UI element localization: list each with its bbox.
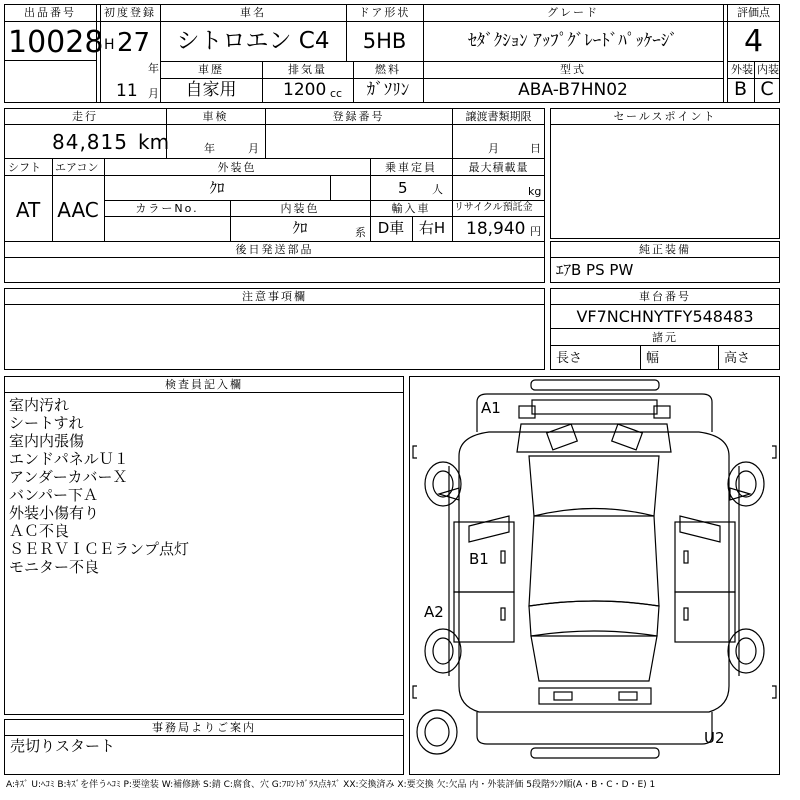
- import-label: 輸入車: [391, 202, 431, 215]
- ext-grade-label: 外装: [731, 63, 753, 76]
- damage-mark-b1: B1: [469, 550, 489, 568]
- first-reg-month-unit: 月: [148, 87, 159, 100]
- transfer-label: 譲渡書類期限: [465, 110, 532, 123]
- recycle-label: リサイクル預託金: [454, 202, 533, 213]
- inspector-line: ＡＣ不良: [9, 522, 70, 540]
- recycle-unit: 円: [530, 225, 541, 238]
- car-name-value: シトロエン C4: [176, 28, 330, 54]
- recycle-value: 18,940: [466, 219, 526, 239]
- displacement-unit: cc: [330, 87, 343, 100]
- inspector-line: バンパー下Ａ: [9, 486, 98, 504]
- office-value: 売切りスタート: [10, 737, 116, 755]
- genuine-equipment-value: ｴｱB PS PW: [556, 261, 634, 279]
- grade-label: グレード: [547, 6, 599, 19]
- max-load-label: 最大積載量: [468, 161, 529, 174]
- inspector-line: アンダーカバーＸ: [9, 468, 128, 486]
- first-reg-year: 27: [117, 28, 151, 58]
- transfer-month-unit: 月: [488, 142, 499, 155]
- lot-no-value: 10028: [8, 25, 104, 60]
- car-diagram: [409, 376, 780, 775]
- model-label: 型式: [560, 63, 586, 76]
- later-parts-label: 後日発送部品: [235, 243, 314, 256]
- capacity-unit: 人: [432, 183, 443, 196]
- grade-value: ｾﾀﾞｸｼｮﾝ ｱｯﾌﾟｸﾞﾚｰﾄﾞﾊﾟｯｹｰｼﾞ: [468, 31, 678, 51]
- car-name-label: 車名: [240, 6, 266, 19]
- inspection-month-unit: 月: [248, 142, 259, 155]
- inspector-label: 検査員記入欄: [165, 378, 243, 391]
- lot-no-label: 出品番号: [24, 6, 76, 19]
- chassis-label: 車台番号: [639, 290, 691, 303]
- displacement-value: 1200: [283, 80, 327, 100]
- reg-no-label: 登録番号: [332, 110, 385, 123]
- ext-grade-value: B: [733, 78, 748, 100]
- inspector-line: 室内内張傷: [9, 432, 85, 450]
- sales-point-box: [550, 108, 780, 239]
- inspector-line: モニター不良: [9, 558, 100, 576]
- door-label: ドア形状: [358, 6, 411, 19]
- history-label: 車歴: [198, 63, 224, 76]
- int-grade-value: C: [760, 78, 774, 100]
- shift-value: AT: [15, 198, 41, 222]
- door-value: 5HB: [362, 29, 407, 53]
- capacity-label: 乗車定員: [385, 161, 437, 174]
- transfer-day-unit: 日: [530, 142, 541, 155]
- color-no-label: カラーNo.: [135, 202, 199, 215]
- displacement-label: 排気量: [288, 63, 327, 76]
- import-value-2: 右H: [418, 219, 446, 237]
- inspector-line: シートすれ: [9, 414, 84, 432]
- dimensions-width: 幅: [646, 351, 660, 366]
- first-reg-label: 初度登録: [104, 6, 156, 19]
- int-color-unit: 系: [355, 226, 366, 239]
- int-color-label: 内装色: [280, 202, 320, 215]
- genuine-equipment-label: 純正装備: [639, 243, 691, 256]
- import-value-1: D車: [377, 219, 405, 237]
- legend: A:ｷｽﾞ U:ﾍｺﾐ B:ｷｽﾞを伴うﾍｺﾐ P:要塗装 W:補修跡 S:錆 C:腐食、穴 G:ﾌﾛﾝﾄｶﾞﾗｽ点ｷｽﾞ XX:交換済み X:要交換 欠:欠品 内・外装評価 5段階ﾗﾝｸ順(A・B・C・D・E) 1: [6, 780, 656, 790]
- inspection-year-unit: 年: [204, 142, 215, 155]
- int-grade-label: 内装: [757, 63, 779, 76]
- first-reg-year-unit: 年: [148, 62, 159, 75]
- dimensions-label: 諸元: [652, 331, 678, 344]
- dimensions-length: 長さ: [556, 351, 583, 366]
- score-label: 評価点: [737, 6, 770, 19]
- office-label: 事務局よりご案内: [152, 721, 256, 734]
- capacity-value: 5: [398, 179, 408, 197]
- mileage-label: 走行: [72, 110, 98, 123]
- inspection-label: 車検: [202, 110, 229, 123]
- inspector-line: 室内汚れ: [9, 396, 70, 414]
- inspector-notes: [9, 396, 399, 576]
- score-value: 4: [743, 24, 764, 59]
- chassis-value: VF7NCHNYTFY548483: [576, 307, 754, 326]
- fuel-label: 燃料: [375, 63, 401, 76]
- int-color-value: ｸﾛ: [292, 219, 308, 237]
- inspector-line: 外装小傷有り: [9, 504, 100, 522]
- damage-mark-a1: A1: [481, 399, 501, 417]
- mileage-value: 84,815: [52, 130, 128, 154]
- inspector-line: エンドパネルＵ１: [9, 450, 129, 468]
- model-value: ABA-B7HN02: [518, 80, 628, 100]
- max-load-unit: kg: [528, 185, 542, 198]
- damage-mark-a2: A2: [424, 603, 444, 621]
- ext-color-label: 外装色: [217, 161, 257, 174]
- first-reg-era: H: [104, 37, 115, 53]
- damage-mark-u2: U2: [704, 729, 725, 747]
- aircon-label: エアコン: [55, 161, 99, 174]
- sales-point-label: セールスポイント: [613, 110, 717, 123]
- notes-label: 注意事項欄: [242, 290, 307, 303]
- history-value: 自家用: [185, 80, 237, 100]
- mileage-unit: km: [138, 130, 170, 154]
- aircon-value: AAC: [57, 198, 99, 222]
- inspector-line: ＳＥＲＶＩＣＥランプ点灯: [9, 540, 190, 558]
- first-reg-month: 11: [116, 81, 138, 101]
- fuel-value: ｶﾞｿﾘﾝ: [366, 80, 410, 100]
- shift-label: シフト: [8, 161, 41, 174]
- dimensions-height: 高さ: [724, 351, 751, 366]
- ext-color-value: ｸﾛ: [209, 179, 225, 197]
